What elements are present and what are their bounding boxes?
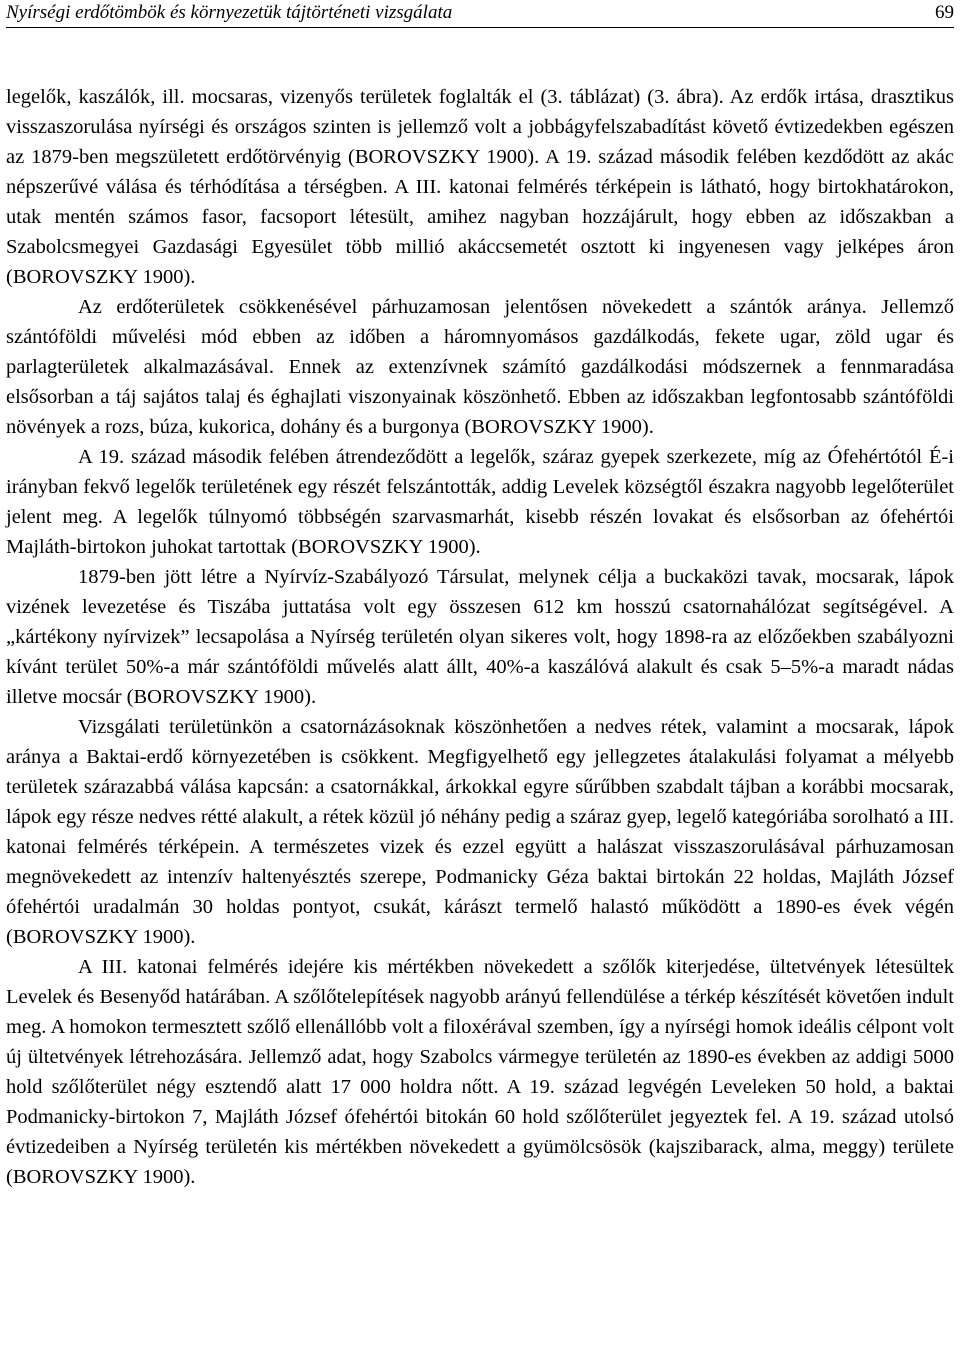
paragraph-3: A 19. század második felében átrendeződött a legelők, száraz gyepek szerkezete, míg az Ófehértótól É-i irányban fekvő legelők területének egy részét felszántották, addig Levelek községtől északra nagyobb legelőterület jelent meg. A legelők túlnyomó többségén szarvasmarhát, kisebb részén lovakat és elsősorban az ófehértói Majláth-birtokon juhokat tartottak (BOROVSZKY 1900).: [6, 446, 954, 558]
paragraph-5: Vizsgálati területünkön a csatornázásoknak köszönhetően a nedves rétek, valamint a mocsarak, lápok aránya a Baktai-erdő környezetében is csökkent. Megfigyelhető egy jellegzetes átalakulási folyamat a mélyebb területek szárazabbá válása kapcsán: a csatornákkal, árkokkal egyre sűrűbben szabdalt tájban a korábbi mocsarak, lápok egy része nedves rétté alakult, a rétek közül jó néhány pedig a száraz gyep, legelő kategóriába sorolható a III. katonai felmérés térképein. A természetes vizek és ezzel együtt a halászat visszaszorulásával párhuzamosan megnövekedett az intenzív haltenyésztés szerepe, Podmanicky Géza baktai birtokán 22 holdas, Majláth József ófehértói uradalmán 30 holdas pontyot, csukát, kárászt termelő halastó működött a 1890-es évek végén (BOROVSZKY 1900).: [6, 716, 954, 948]
paragraph-4: 1879-ben jött létre a Nyírvíz-Szabályozó Társulat, melynek célja a buckaközi tavak, mocsarak, lápok vizének levezetése és Tiszába juttatása volt egy összesen 612 km hosszú csatornahálózat segítségével. A „kártékony nyírvizek” lecsapolása a Nyírség területén olyan sikeres volt, hogy 1898-ra az előzőekben szabályozni kívánt terület 50%-a már szántóföldi művelés alatt állt, 40%-a kaszálóvá alakult és csak 5–5%-a maradt nádas illetve mocsár (BOROVSZKY 1900).: [6, 566, 954, 708]
paragraph-6: A III. katonai felmérés idejére kis mértékben növekedett a szőlők kiterjedése, ültetvények létesültek Levelek és Besenyőd határában. A szőlőtelepítések nagyobb arányú fellendülése a térkép készítését követően indult meg. A homokon termesztett szőlő ellenállóbb volt a filoxérával szemben, így a nyírségi homok ideális célpont volt új ültetvények létrehozására. Jellemző adat, hogy Szabolcs vármegye területén az 1890-es években az addigi 5000 hold szőlőterület négy esztendő alatt 17 000 holdra nőtt. A 19. század legvégén Leveleken 50 hold, a baktai Podmanicky-birtokon 7, Majláth József ófehértói bitokán 60 hold szőlőterület jegyeztek fel. A 19. század utolsó évtizedeiben a Nyírség területén kis mértékben növekedett a gyümölcsösök (kajszibarack, alma, meggy) területe (BOROVSZKY 1900).: [6, 956, 954, 1188]
body-text: [6, 82, 954, 1192]
paragraph-2: Az erdőterületek csökkenésével párhuzamosan jelentősen növekedett a szántók aránya. Jellemző szántóföldi művelési mód ebben az időben a háromnyomásos gazdálkodás, fekete ugar, zöld ugar és parlagterületek alkalmazásával. Ennek az extenzívnek számító gazdálkodási módszernek a fennmaradása elsősorban a táj sajátos talaj és éghajlati viszonyainak köszönhető. Ebben az időszakban legfontosabb szántóföldi növények a rozs, búza, kukorica, dohány és a burgonya (BOROVSZKY 1900).: [6, 296, 954, 438]
running-header-title: Nyírségi erdőtömbök és környezetük tájtörténeti vizsgálata: [6, 2, 453, 23]
page-number: 69: [935, 2, 954, 23]
paragraph-1: legelők, kaszálók, ill. mocsaras, vizenyős területek foglalták el (3. táblázat) (3. ábra). Az erdők irtása, drasztikus visszaszorulása nyírségi és országos szinten is jellemző volt a jobbágyfelszabadítást követő évtizedekben egészen az 1879-ben megszületett erdőtörvényig (BOROVSZKY 1900). A 19. század második felében kezdődött az akác népszerűvé válása és térhódítása a térségben. A III. katonai felmérés térképein is látható, hogy birtokhatárokon, utak mentén számos fasor, facsoport létesült, amihez nagyban hozzájárult, hogy ebben az időszakban a Szabolcsmegyei Gazdasági Egyesület több millió akáccsemetét osztott ki ingyenesen vagy jelképes áron (BOROVSZKY 1900).: [6, 86, 954, 288]
running-header: [6, 0, 954, 28]
